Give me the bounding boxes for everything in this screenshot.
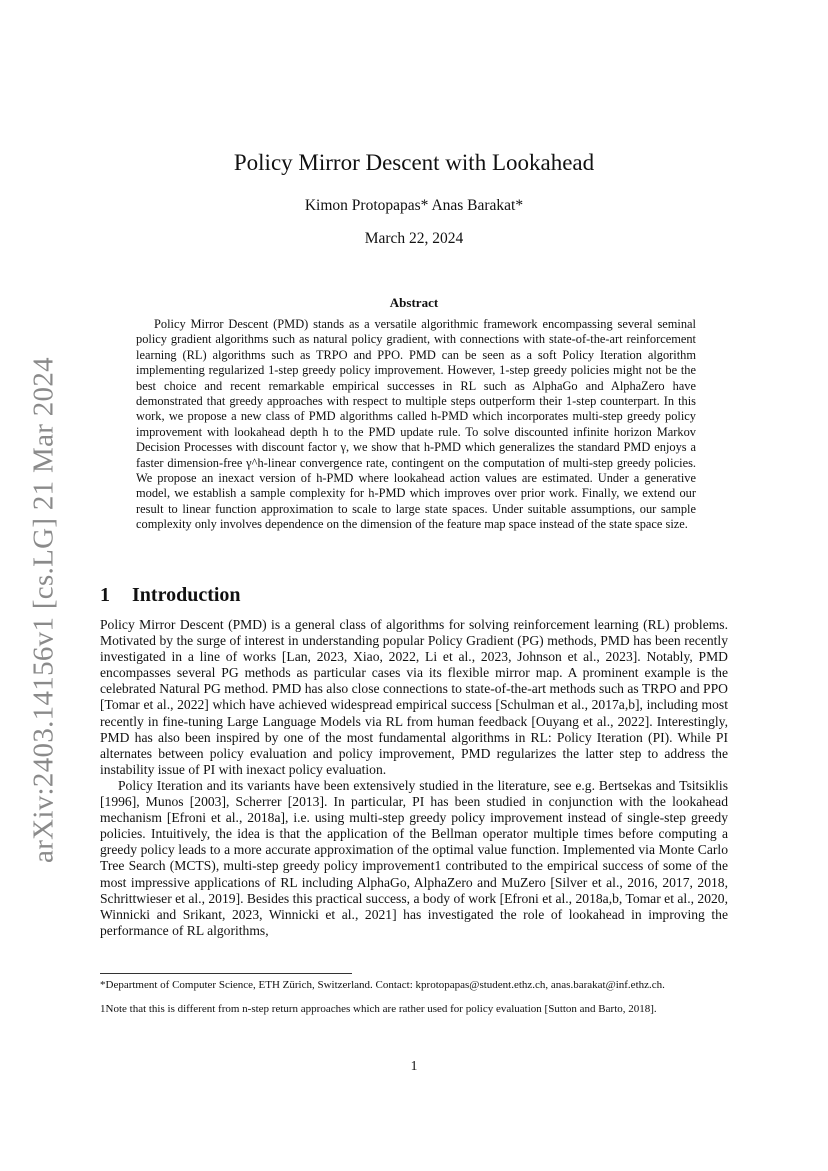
footnote-rule: [100, 973, 352, 974]
footnote-affiliation: *Department of Computer Science, ETH Zürich, Switzerland. Contact: kprotopapas@student.ethz.ch, anas.barakat@inf.ethz.ch.: [100, 979, 665, 991]
paragraph-2: Policy Iteration and its variants have been extensively studied in the literature, see e.g. Bertsekas and Tsitsiklis [1996], Munos [2003], Scherrer [2013]. In particular, PI has been studied in conjunction with the lookahead mechanism [Efroni et al., 2018a], i.e. using multi-step greedy policy improvement instead of single-step greedy policies. Intuitively, the idea is that the application of the Bellman operator multiple times before computing a greedy policy leads to a more accurate approximation of the optimal value function. Implemented via Monte Carlo Tree Search (MCTS), multi-step greedy policy improvement1 contributed to the empirical success of some of the most impressive applications of RL including AlphaGo, AlphaZero and MuZero [Silver et al., 2016, 2017, 2018, Schrittwieser et al., 2019]. Besides this practical success, a body of work [Efroni et al., 2018a,b, Tomar et al., 2020, Winnicki and Srikant, 2023, Winnicki et al., 2021] has investigated the role of lookahead in improving the performance of RL algorithms,: [100, 777, 728, 938]
section-heading: [100, 584, 241, 607]
section-title: Introduction: [132, 584, 241, 606]
body-text: [100, 617, 728, 939]
page-number: 1: [410, 1058, 418, 1073]
abstract-text: Policy Mirror Descent (PMD) stands as a versatile algorithmic framework encompassing several seminal policy gradient algorithms such as natural policy gradient, with connections with state-of-the-art reinforcement learning (RL) algorithms such as TRPO and PPO. PMD can be seen as a soft Policy Iteration algorithm implementing regularized 1-step greedy policy improvement. However, 1-step greedy policies might not be the best choice and recent remarkable empirical successes in RL such as AlphaGo and AlphaZero have demonstrated that greedy approaches with respect to multiple steps outperform their 1-step counterpart. In this work, we propose a new class of PMD algorithms called h-PMD which incorporates multi-step greedy policy improvement with lookahead depth h to the PMD update rule. To solve discounted infinite horizon Markov Decision Processes with discount factor γ, we show that h-PMD which generalizes the standard PMD enjoys a faster dimension-free γ^h-linear convergence rate, contingent on the computation of multi-step greedy policies. We propose an inexact version of h-PMD where lookahead action values are estimated. Under a generative model, we establish a sample complexity for h-PMD which improves over prior work. Finally, we extend our result to linear function approximation to scale to large state spaces. Under suitable assumptions, our sample complexity only involves dependence on the dimension of the feature map space instead of the state space size.: [136, 317, 696, 532]
abstract-heading: Abstract: [389, 295, 439, 310]
footnote-1: 1Note that this is different from n-step return approaches which are rather used for policy evaluation [Sutton and Barto, 2018].: [100, 1003, 657, 1015]
paper-title: Policy Mirror Descent with Lookahead: [233, 150, 595, 175]
section-number: 1: [100, 584, 110, 606]
arxiv-identifier: arXiv:2403.14156v1 [cs.LG] 21 Mar 2024: [27, 357, 60, 863]
paper-date: March 22, 2024: [364, 230, 464, 247]
paper-authors: Kimon Protopapas* Anas Barakat*: [304, 197, 524, 214]
paragraph-1: Policy Mirror Descent (PMD) is a general class of algorithms for solving reinforcement learning (RL) problems. Motivated by the surge of interest in understanding popular Policy Gradient (PG) methods, PMD has been recently investigated in a line of works [Lan, 2023, Xiao, 2022, Li et al., 2023, Johnson et al., 2023]. Notably, PMD encompasses several PG methods as particular cases via its flexible mirror map. A prominent example is the celebrated Natural PG method. PMD has also close connections to state-of-the-art methods such as TRPO and PPO [Tomar et al., 2022] which have achieved widespread empirical success [Schulman et al., 2017a,b], including most recently in fine-tuning Large Language Models via RL from human feedback [Ouyang et al., 2022]. Interestingly, PMD has also been inspired by one of the most fundamental algorithms in RL: Policy Iteration (PI). While PI alternates between policy evaluation and policy improvement, PMD regularizes the latter step to address the instability issue of PI with inexact policy evaluation.: [100, 617, 728, 777]
